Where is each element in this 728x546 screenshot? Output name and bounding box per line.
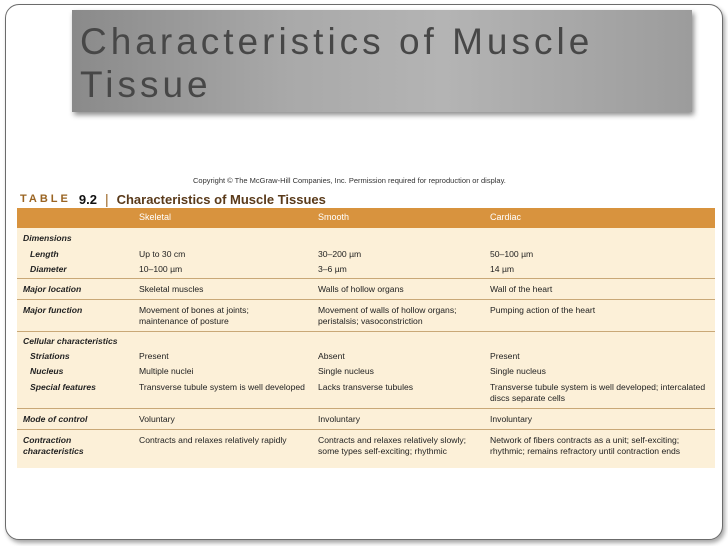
row-label-major-location: Major location <box>23 284 82 294</box>
row-divider <box>17 429 715 430</box>
cell-contraction-smooth: Contracts and relaxes relatively slowly; some types self-exciting; rhythmic <box>318 435 467 456</box>
row-divider <box>17 299 715 300</box>
cell-contraction-skeletal: Contracts and relaxes relatively rapidly <box>139 435 287 445</box>
cell-features-smooth: Lacks transverse tubules <box>318 382 414 392</box>
cell-striations-smooth: Absent <box>318 351 345 361</box>
copyright-notice: Copyright © The McGraw-Hill Companies, Inc. Permission required for reproduction or display. <box>193 176 506 185</box>
row-label-dimensions: Dimensions <box>23 233 72 243</box>
cell-nucleus-skeletal: Multiple nuclei <box>139 366 194 376</box>
cell-location-cardiac: Wall of the heart <box>490 284 553 294</box>
muscle-characteristics-table <box>17 208 715 468</box>
cell-length-smooth: 30–200 µm <box>318 249 362 259</box>
table-heading <box>20 189 326 209</box>
cell-control-cardiac: Involuntary <box>490 414 533 424</box>
row-label-special-features: Special features <box>30 382 96 392</box>
column-header-smooth: Smooth <box>318 212 350 222</box>
row-divider <box>17 408 715 409</box>
row-label-contraction-characteristics: Contraction characteristics <box>23 435 84 456</box>
cell-length-cardiac: 50–100 µm <box>490 249 534 259</box>
table-title: Characteristics of Muscle Tissues <box>116 191 326 207</box>
cell-striations-cardiac: Present <box>490 351 520 361</box>
cell-location-skeletal: Skeletal muscles <box>139 284 204 294</box>
row-label-diameter: Diameter <box>30 264 67 274</box>
cell-function-cardiac: Pumping action of the heart <box>490 305 596 315</box>
row-label-length: Length <box>30 249 59 259</box>
cell-function-smooth: Movement of walls of hollow organs; peristalsis; vasoconstriction <box>318 305 457 326</box>
row-label-major-function: Major function <box>23 305 83 315</box>
cell-contraction-cardiac: Network of fibers contracts as a unit; self-exciting; rhythmic; remains refractory until contraction ends <box>490 435 681 456</box>
slide-title <box>80 20 680 106</box>
cell-striations-skeletal: Present <box>139 351 169 361</box>
cell-function-skeletal: Movement of bones at joints; maintenance of posture <box>139 305 249 326</box>
slide-title-line2: Tissue <box>80 64 212 105</box>
row-label-mode-of-control: Mode of control <box>23 414 88 424</box>
cell-length-skeletal: Up to 30 cm <box>139 249 186 259</box>
table-number: 9.2 <box>78 191 97 207</box>
row-divider <box>17 331 715 332</box>
row-divider <box>17 278 715 279</box>
cell-nucleus-smooth: Single nucleus <box>318 366 374 376</box>
table-separator: | <box>104 191 109 207</box>
column-header-cardiac: Cardiac <box>490 212 522 222</box>
row-label-cellular-characteristics: Cellular characteristics <box>23 336 118 346</box>
slide-title-bar <box>72 10 692 112</box>
slide-title-line1: Characteristics of Muscle <box>80 21 594 62</box>
row-label-striations: Striations <box>30 351 70 361</box>
cell-control-smooth: Involuntary <box>318 414 361 424</box>
cell-diameter-cardiac: 14 µm <box>490 264 515 274</box>
cell-features-skeletal: Transverse tubule system is well developed <box>139 382 305 392</box>
cell-features-cardiac: Transverse tubule system is well developed; intercalated discs separate cells <box>490 382 706 403</box>
table-label: TABLE <box>20 193 71 205</box>
table-header-row <box>17 208 715 228</box>
row-label-nucleus: Nucleus <box>30 366 64 376</box>
cell-diameter-skeletal: 10–100 µm <box>139 264 183 274</box>
column-header-skeletal: Skeletal <box>139 212 172 222</box>
cell-diameter-smooth: 3–6 µm <box>318 264 347 274</box>
cell-location-smooth: Walls of hollow organs <box>318 284 404 294</box>
cell-control-skeletal: Voluntary <box>139 414 175 424</box>
cell-nucleus-cardiac: Single nucleus <box>490 366 546 376</box>
